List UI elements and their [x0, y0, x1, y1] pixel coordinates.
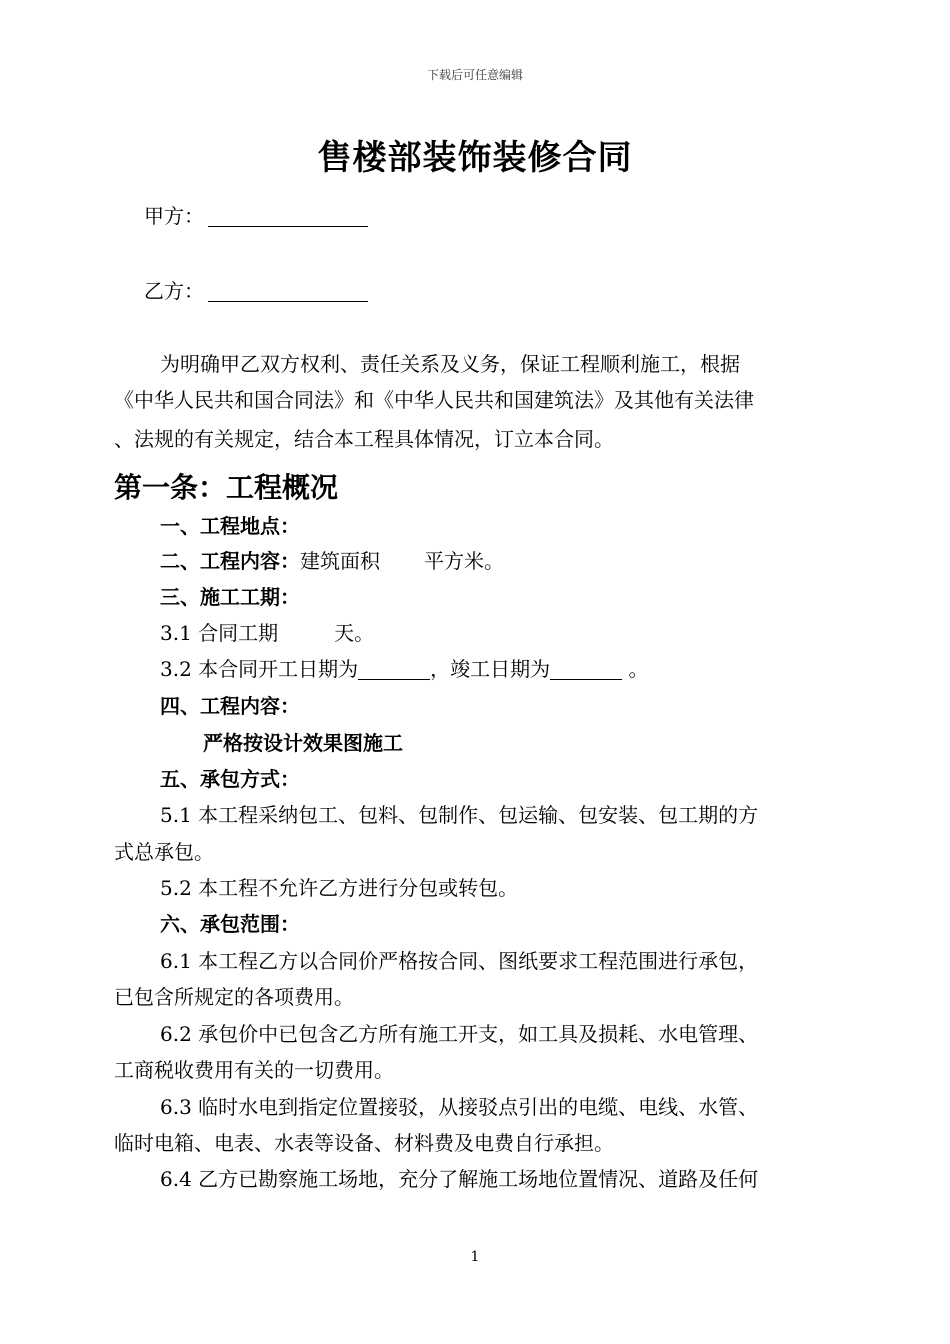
preamble-line-3: 、法规的有关规定，结合本工程具体情况，订立本合同。: [114, 427, 614, 451]
party-a-line: [144, 200, 368, 229]
p61-line-2: 已包含所规定的各项费用。: [114, 985, 354, 1009]
contract-label: 五、承包方式：: [160, 767, 300, 791]
p61-line-1: 6.1 本工程乙方以合同价严格按合同、图纸要求工程范围进行承包，: [160, 949, 759, 973]
party-b-blank: [208, 281, 368, 302]
party-a-label: 甲方：: [144, 204, 204, 228]
p62-line-2: 工商税收费用有关的一切费用。: [114, 1058, 394, 1082]
content-area-b: 平方米。: [424, 549, 504, 573]
p31-a: 3.1 合同工期: [160, 621, 279, 645]
article-1-heading: 第一条：工程概况: [114, 471, 339, 504]
p51-line-2: 式总承包。: [114, 840, 214, 864]
p32-c: 。: [622, 657, 649, 681]
period-3-1: [160, 617, 374, 646]
content-line: [160, 545, 504, 574]
party-b-line: [144, 275, 368, 304]
p31-b: 天。: [334, 621, 375, 645]
period-3-2: [160, 653, 649, 682]
end-date-blank: [550, 659, 622, 680]
start-date-blank: [358, 659, 430, 680]
preamble-line-2: 《中华人民共和国合同法》和《中华人民共和国建筑法》及其他有关法律: [114, 388, 754, 412]
p32-b: ，竣工日期为: [430, 657, 551, 681]
p63-line-2: 临时电箱、电表、水表等设备、材料费及电费自行承担。: [114, 1131, 614, 1155]
period-label: 三、施工工期：: [160, 585, 300, 609]
p52-line: 5.2 本工程不允许乙方进行分包或转包。: [160, 876, 519, 900]
p32-a: 3.2 本合同开工日期为: [160, 657, 359, 681]
scope-label: 四、工程内容：: [160, 694, 300, 718]
content-label: 二、工程内容：: [160, 549, 300, 573]
scope-text: 严格按设计效果图施工: [203, 731, 403, 755]
page-header-note: 下载后可任意编辑: [426, 68, 523, 82]
p62-line-1: 6.2 承包价中已包含乙方所有施工开支，如工具及损耗、水电管理、: [160, 1022, 759, 1046]
party-a-blank: [208, 206, 368, 227]
location-label: 一、工程地点：: [160, 514, 300, 538]
party-b-label: 乙方：: [144, 279, 204, 303]
p51-line-1: 5.1 本工程采纳包工、包料、包制作、包运输、包安装、包工期的方: [160, 803, 759, 827]
p64-line-1: 6.4 乙方已勘察施工场地，充分了解施工场地位置情况、道路及任何: [160, 1167, 759, 1191]
range-label: 六、承包范围：: [160, 912, 300, 936]
document-title: 售楼部装饰装修合同: [317, 138, 633, 178]
preamble-line-1: 为明确甲乙双方权利、责任关系及义务，保证工程顺利施工，根据: [160, 352, 740, 376]
content-area-a: 建筑面积: [300, 549, 380, 573]
p63-line-1: 6.3 临时水电到指定位置接驳，从接驳点引出的电缆、电线、水管、: [160, 1095, 759, 1119]
page-number: 1: [470, 1249, 480, 1265]
